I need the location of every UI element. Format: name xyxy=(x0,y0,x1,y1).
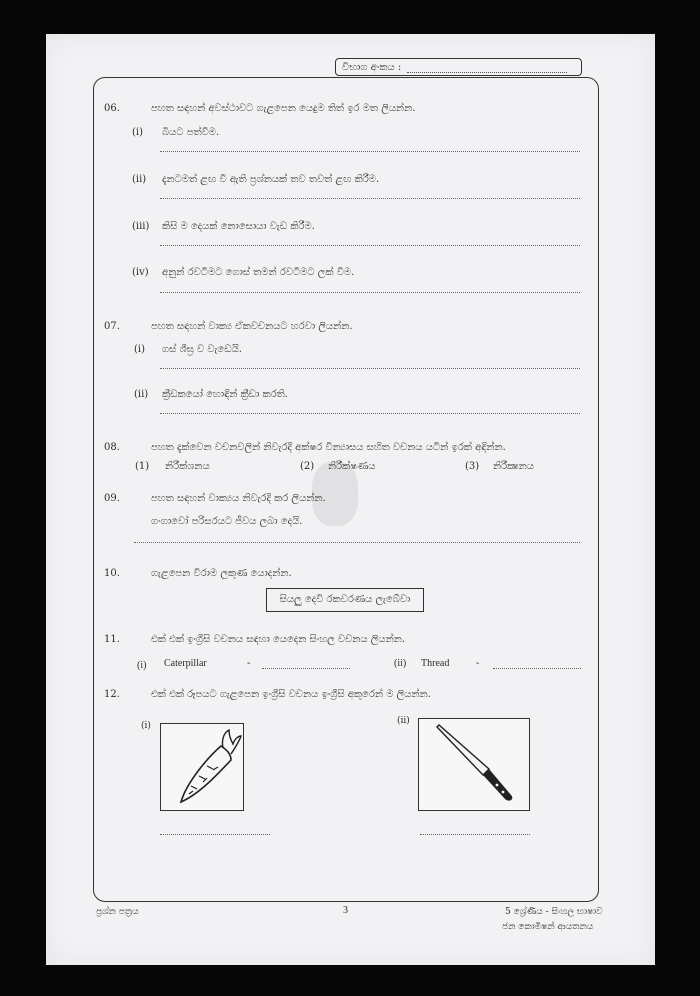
q12-answer-line[interactable] xyxy=(160,834,270,835)
q8-option-number: (3) xyxy=(465,461,480,472)
q6-answer-line[interactable] xyxy=(160,151,580,152)
knife-picture-box xyxy=(418,718,530,811)
q6-item-text: බියට පත්වීම. xyxy=(162,127,220,138)
q8-instruction: පහත දැක්වෙන වචනවලින් නිවැරදි අක්ෂර වින්‍යාසය සහිත වචනය යටින් ඉරක් අඳින්න. xyxy=(151,442,506,453)
q9-answer-line[interactable] xyxy=(134,542,580,543)
q7-number: 07. xyxy=(104,321,120,332)
exam-index-label: විභාග අංකය : xyxy=(342,62,402,73)
q6-answer-line[interactable] xyxy=(160,292,580,293)
q12-answer-line[interactable] xyxy=(420,834,530,835)
q9-sentence: ගංගාවෝ පරිසරයට ජීවය ලබා දෙයි. xyxy=(151,516,303,527)
footer-right-line2: ජන කොමිෂන් ආයතනය xyxy=(502,922,594,932)
q6-answer-line[interactable] xyxy=(160,245,580,246)
q8-option-number: (2) xyxy=(300,461,315,472)
q11-instruction: එක් එක් ඉංග්‍රීසි වචනය සඳහා යෙදෙන සිංහල වචනය ලියන්න. xyxy=(151,634,406,645)
page-number: 3 xyxy=(343,905,348,916)
q6-item-text: කිසි ම දෙයක් නොසොයා වැඩ කිරීම. xyxy=(162,221,315,232)
q7-item-text: ගස් ශීඝ්‍ර ව වැඩෙයි. xyxy=(162,344,242,355)
q7-answer-line[interactable] xyxy=(160,368,580,369)
q6-item-text: අනුන් රවටීමට ගොස් තමන් රවටීමට ලක් වීම. xyxy=(162,267,355,278)
q7-item-text: ක්‍රීඩකයෝ හොඳින් ක්‍රීඩා කරති. xyxy=(162,389,288,400)
q10-boxed-sentence: සියලු දෙවි රකවරණය ලැබේවා xyxy=(266,588,424,612)
q12-item-number: (ii) xyxy=(397,716,410,726)
q6-item-number: (ii) xyxy=(132,174,147,185)
q6-number: 06. xyxy=(104,103,120,114)
q10-instruction: ගැළපෙන විරාම ලකුණ යොදන්න. xyxy=(151,568,292,579)
knife-icon xyxy=(419,719,529,810)
q10-number: 10. xyxy=(104,568,120,579)
q11-answer-line[interactable] xyxy=(493,668,581,669)
q6-item-number: (iv) xyxy=(132,267,149,278)
q12-item-number: (i) xyxy=(141,721,151,731)
q8-number: 08. xyxy=(104,442,120,453)
q11-number: 11. xyxy=(104,634,120,645)
carrot-picture-box xyxy=(160,723,244,811)
q11-english-word: Caterpillar xyxy=(164,658,207,669)
q12-number: 12. xyxy=(104,689,120,700)
q7-instruction: පහත සඳහන් වාක්‍ය ඒකවචනයට හරවා ලියන්න. xyxy=(151,321,353,332)
q6-item-number: (i) xyxy=(132,127,144,138)
q8-option[interactable]: නිරීක්‍ෂනය xyxy=(493,461,534,472)
q6-answer-line[interactable] xyxy=(160,198,580,199)
footer-right-line1: 5 ශ්‍රේණිය - සිංහල භාෂාව xyxy=(505,907,603,917)
footer-left: ප්‍රශ්න පත්‍රය xyxy=(96,907,139,917)
q8-option[interactable]: නිරීක්ෂණය xyxy=(328,461,376,472)
q11-separator: - xyxy=(476,658,480,669)
exam-index-field[interactable] xyxy=(407,62,567,73)
q12-instruction: එක් එක් රූපයට ගැළපෙන ඉංග්‍රීසි වචනය ඉංග්‍රීසි අකුරෙන් ම ලියන්න. xyxy=(151,689,431,700)
q6-instruction: පහත සඳහන් අවස්ථාවට ගැළපෙන යෙදුම තිත් ඉර මත ලියන්න. xyxy=(151,103,416,114)
q6-item-text: දැනටමත් ළඟ වී ඇති ප්‍රශ්නයක් තව තවත් ළඟ කිරීම. xyxy=(162,174,380,185)
q7-answer-line[interactable] xyxy=(160,413,580,414)
q9-number: 09. xyxy=(104,493,120,504)
exam-index-box xyxy=(335,58,582,76)
q11-item-number: (ii) xyxy=(394,658,407,669)
q6-item-number: (iii) xyxy=(132,221,150,232)
q7-item-number: (ii) xyxy=(134,389,149,400)
q11-separator: - xyxy=(247,658,251,669)
q8-option-number: (1) xyxy=(135,461,150,472)
q11-answer-line[interactable] xyxy=(262,668,350,669)
q7-item-number: (i) xyxy=(134,344,146,355)
q11-english-word: Thread xyxy=(421,658,450,669)
q11-item-number: (i) xyxy=(137,660,147,671)
carrot-icon xyxy=(161,724,243,810)
q9-instruction: පහත සඳහන් වාක්‍යය නිවැරදි කර ලියන්න. xyxy=(151,493,326,504)
q8-option[interactable]: නිරීක්ශනය xyxy=(165,461,210,472)
